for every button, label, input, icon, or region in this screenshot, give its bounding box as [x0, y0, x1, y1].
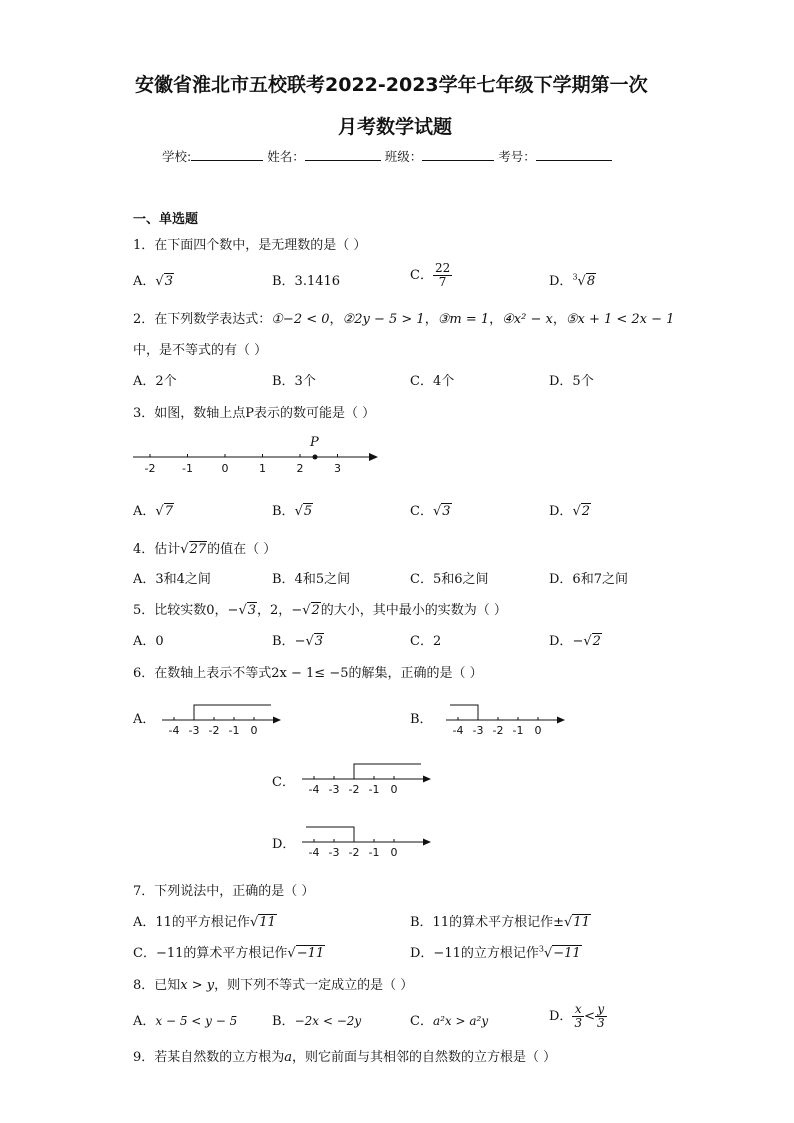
exam-title-line2: 月考数学试题: [338, 116, 453, 138]
q5-option-b: B．−√3: [272, 634, 324, 649]
q7-option-a: A．11的平方根记作√11: [133, 915, 276, 930]
q3-number-line: [128, 430, 388, 480]
tick-label: 3: [334, 462, 341, 475]
q5-stem: 5．比较实数0，−√3，2，−√2的大小，其中最小的实数为（ ）: [133, 603, 507, 618]
q2-option-c: C．4个: [410, 374, 455, 389]
tick-label: -1: [368, 783, 380, 796]
q3-option-c: C．√3: [410, 504, 451, 519]
tick-label: -1: [512, 724, 524, 737]
tick-label: -2: [144, 462, 156, 475]
q3-stem: 3．如图，数轴上点P表示的数可能是（ ）: [133, 406, 376, 421]
q7-option-b: B．11的算术平方根记作±√11: [410, 915, 590, 930]
tick-label: -4: [308, 783, 320, 796]
q2-option-a: A．2个: [133, 374, 177, 389]
q1-stem: 1．在下面四个数中，是无理数的是（ ）: [133, 238, 367, 253]
tick-label: 0: [250, 724, 258, 737]
tick-label: 0: [534, 724, 542, 737]
q7-option-c: C．−11的算术平方根记作√−11: [133, 946, 325, 961]
q6-stem: 6．在数轴上表示不等式2x − 1≤ −5的解集，正确的是（ ）: [133, 666, 483, 681]
arrow-head: [423, 839, 431, 846]
q2-option-d: D．5个: [549, 374, 594, 389]
q8-option-c: C．a²x > a²y: [410, 1014, 489, 1029]
q5-option-d: D．−√2: [549, 634, 601, 649]
q5-option-c: C．2: [410, 634, 442, 649]
tick-label: -4: [452, 724, 464, 737]
q1-option-c: C． $\frac{22}{7}$: [410, 261, 451, 289]
class-blank[interactable]: [422, 148, 494, 161]
solution-bracket: [194, 705, 271, 720]
tick-label: 1: [259, 462, 266, 475]
q4-option-d: D．6和7之间: [549, 572, 628, 587]
tick-label: -1: [182, 462, 193, 475]
class-label: 班级：: [384, 149, 423, 164]
tick-label: -2: [348, 783, 360, 796]
exam-number-label: 考号：: [498, 149, 536, 164]
q8-option-a: A．x − 5 < y − 5: [133, 1014, 238, 1029]
exam-number-blank[interactable]: [536, 148, 612, 161]
name-blank[interactable]: [305, 148, 381, 161]
school-blank[interactable]: [191, 148, 263, 161]
q6-option-c-graph: [300, 759, 435, 801]
q5-option-a: A．0: [133, 634, 164, 649]
tick-label: 0: [221, 462, 229, 475]
q6-option-b-graph: [444, 700, 569, 740]
q8-stem: 8．已知x > y，则下列不等式一定成立的是（ ）: [133, 978, 414, 993]
q4-option-a: A．3和4之间: [133, 572, 211, 587]
q1-option-d: D．$^3$√8: [549, 272, 596, 289]
tick-label: -2: [348, 846, 360, 859]
arrow-head: [369, 453, 378, 461]
solution-bracket: [306, 827, 354, 842]
tick-label: -2: [492, 724, 504, 737]
q8-option-d: D． $\frac{x}{3}$ < $\frac{y}{3}$: [549, 1002, 605, 1030]
school-label: 学校:: [162, 149, 192, 164]
q1-option-b: B．3.1416: [272, 274, 341, 289]
q8-option-b: B．−2x < −2y: [272, 1014, 362, 1029]
tick-label: -3: [328, 783, 340, 796]
tick-label: 0: [390, 846, 398, 859]
q6-option-b-label: B．: [410, 712, 433, 727]
exam-title-line1: 安徽省淮北市五校联考2022-2023学年七年级下学期第一次: [135, 74, 648, 96]
q6-option-a-graph: [160, 700, 285, 740]
name-label: 姓名：: [267, 149, 305, 164]
arrow-head: [557, 717, 565, 724]
section-heading: 一、单选题: [133, 212, 199, 227]
q4-option-c: C．5和6之间: [410, 572, 489, 587]
tick-label: -1: [368, 846, 380, 859]
q2-option-b: B．3个: [272, 374, 316, 389]
tick-label: -4: [308, 846, 320, 859]
q6-option-c-label: C．: [272, 775, 295, 790]
tick-label: 2: [296, 462, 304, 475]
q6-option-a-label: A．: [133, 712, 156, 727]
q2-stem-line2: 中，是不等式的有（ ）: [133, 343, 268, 358]
tick-label: -3: [188, 724, 200, 737]
solution-bracket: [354, 764, 421, 779]
q7-option-d: D．−11的立方根记作$^3$√−11: [410, 944, 581, 961]
tick-label: -3: [328, 846, 340, 859]
q7-stem: 7．下列说法中，正确的是（ ）: [133, 884, 315, 899]
arrow-head: [423, 776, 431, 783]
solution-bracket: [450, 705, 478, 720]
q1-option-a: A．√3: [133, 274, 173, 289]
q4-option-b: B．4和5之间: [272, 572, 351, 587]
q6-option-d-graph: [300, 822, 435, 864]
q6-option-d-label: D．: [272, 837, 296, 852]
point-p-label: P: [310, 435, 319, 450]
arrow-head: [273, 717, 281, 724]
q2-stem-line1: 2．在下列数学表达式：①−2 < 0，②2y − 5 > 1，③m = 1，④x² − x，⑤x + 1 < 2x − 1: [133, 312, 675, 327]
tick-label: -3: [472, 724, 484, 737]
q3-option-d: D．√2: [549, 504, 591, 519]
q9-stem: 9．若某自然数的立方根为a，则它前面与其相邻的自然数的立方根是（ ）: [133, 1050, 557, 1065]
tick-label: -2: [208, 724, 220, 737]
tick-label: -1: [228, 724, 240, 737]
q3-option-b: B．√5: [272, 504, 313, 519]
tick-label: -4: [168, 724, 180, 737]
q4-stem: 4．估计√27的值在（ ）: [133, 542, 277, 557]
point-p: [313, 455, 318, 460]
q3-option-a: A．√7: [133, 504, 173, 519]
student-info-line: [162, 147, 612, 165]
tick-label: 0: [390, 783, 398, 796]
